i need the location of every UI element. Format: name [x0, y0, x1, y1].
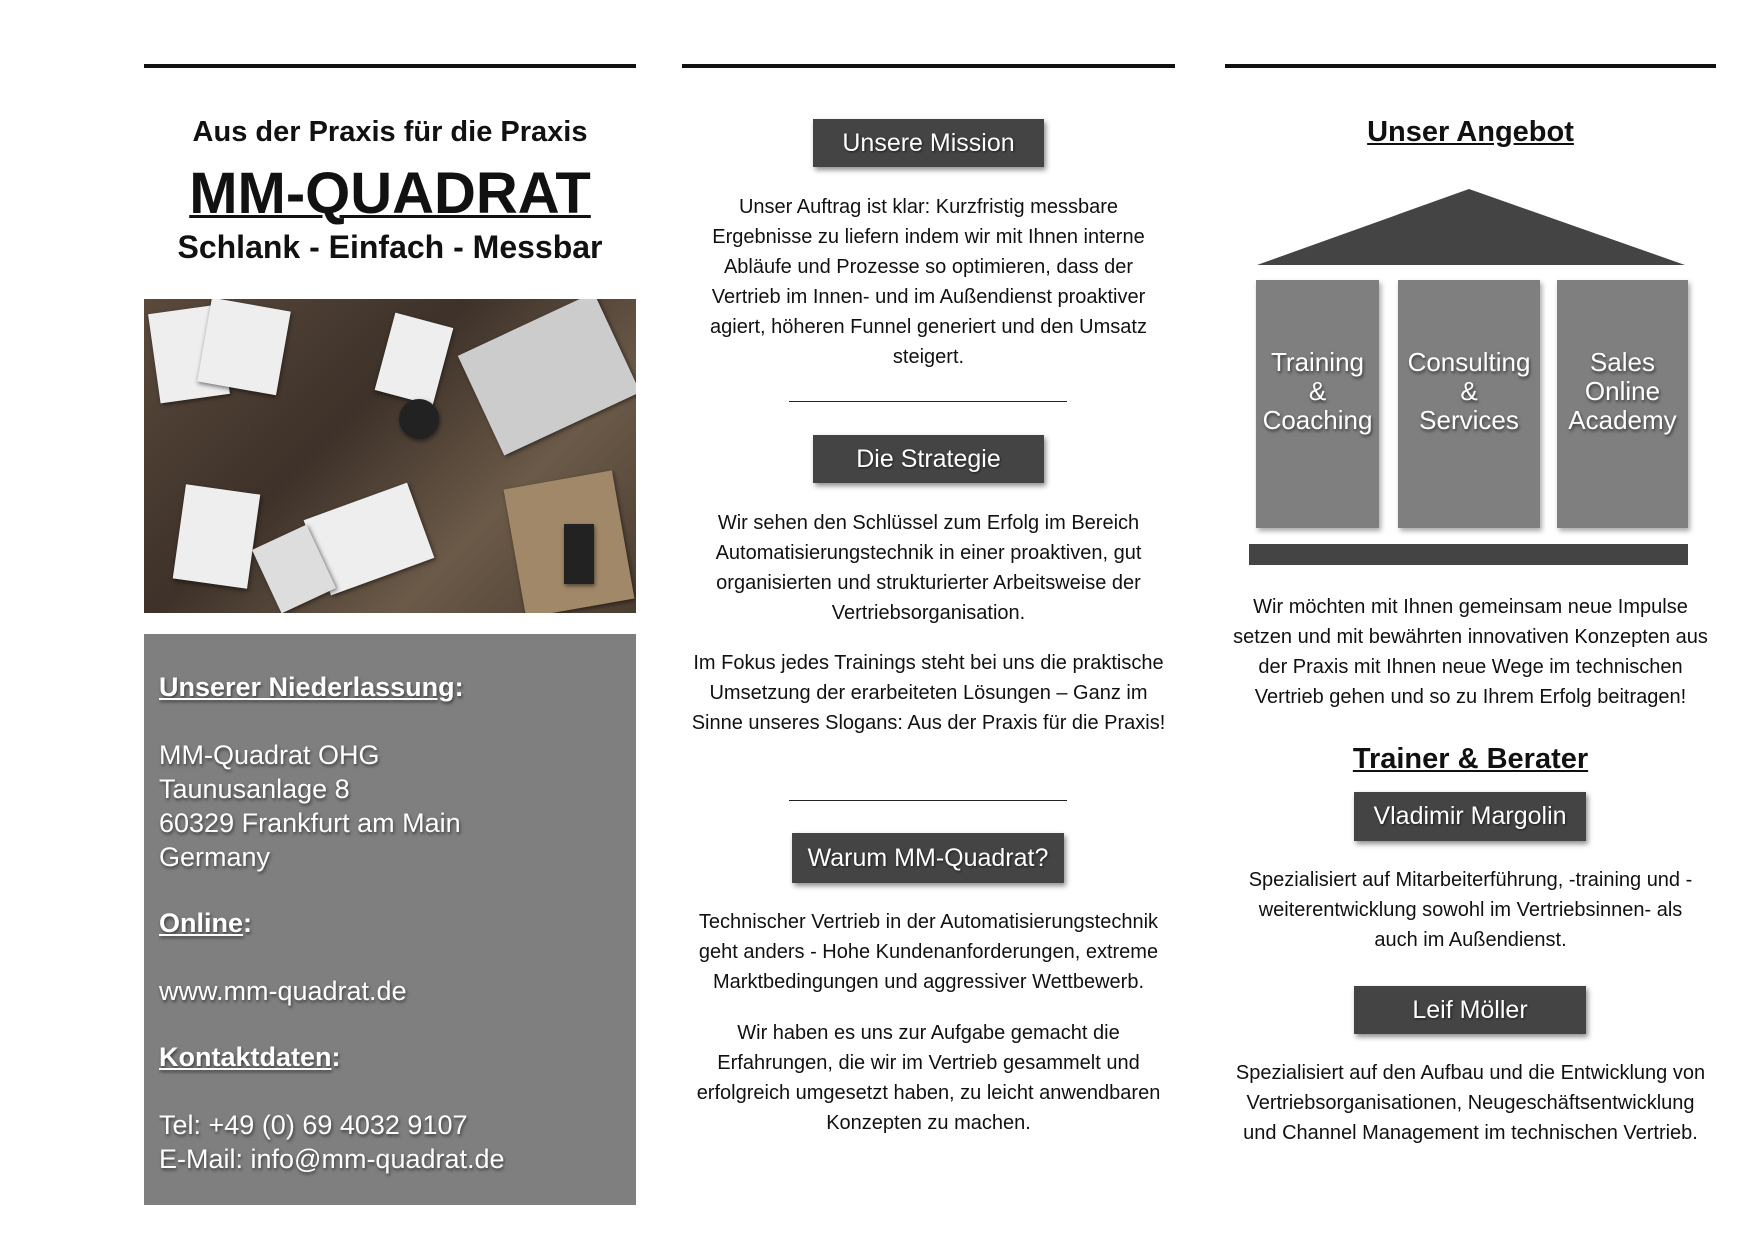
trainer-2-name: Leif Möller	[1354, 986, 1586, 1034]
column-rule-middle	[682, 64, 1175, 68]
pillar-label: Consulting	[1407, 347, 1531, 377]
why-title: Warum MM-Quadrat?	[792, 833, 1064, 883]
strategy-text-2: Im Fokus jedes Trainings steht bei uns die praktische Umsetzung der erarbeiteten Lösungen – Ganz im Sinne unseres Slogans: Aus der Praxis für die Praxis!	[691, 652, 1166, 734]
email-label: E-Mail:	[159, 1144, 251, 1174]
trainers-title: Trainer & Berater	[1352, 743, 1589, 775]
why-text-1: Technischer Vertrieb in der Automatisierungstechnik geht anders - Hohe Kundenanforderungen, extreme Marktbedingungen und aggressiver Wettbewerb.	[698, 911, 1159, 993]
pillar-academy	[1557, 280, 1688, 528]
pillar-training	[1256, 280, 1379, 528]
tagline: Aus der Praxis für die Praxis	[192, 116, 588, 148]
slogan: Schlank - Einfach - Messbar	[177, 229, 603, 265]
mission-text: Unser Auftrag ist klar: Kurzfristig messbare Ergebnisse zu liefern indem wir mit Ihnen interne Abläufe und Prozesse so optimieren, dass der Vertrieb im Innen- und im Außendienst proaktiver agiert, höheren Funnel generiert und den Umsatz steigert.	[710, 196, 1147, 368]
pillar-label: Training	[1271, 347, 1364, 377]
trainer-2-text: Spezialisiert auf den Aufbau und die Entwicklung von Vertriebsorganisationen, Neugeschäftsentwicklung und Channel Management im technischen Vertrieb.	[1235, 1062, 1706, 1144]
trainer-1-name: Vladimir Margolin	[1354, 792, 1586, 841]
brand-title: MM-QUADRAT	[189, 161, 591, 226]
office-heading: Unserer Niederlassung	[159, 672, 455, 702]
pillar-label: &	[1308, 376, 1327, 406]
divider	[789, 800, 1067, 801]
column-rule-left	[144, 64, 636, 68]
colon: :	[454, 672, 464, 702]
address-line: Germany	[159, 842, 271, 872]
address-line: MM-Quadrat OHG	[159, 740, 380, 770]
office-desk-photo	[144, 299, 636, 613]
house-base	[1249, 544, 1688, 565]
pillar-consulting	[1398, 280, 1540, 528]
address-line: 60329 Frankfurt am Main	[159, 808, 461, 838]
mission-title: Unsere Mission	[813, 119, 1044, 167]
pillar-label: &	[1460, 376, 1478, 406]
pillar-label: Sales	[1589, 347, 1656, 377]
column-rule-right	[1225, 64, 1716, 68]
online-heading: Online	[159, 908, 244, 938]
contact-heading: Kontaktdaten	[159, 1042, 332, 1072]
pillar-label: Academy	[1568, 405, 1677, 435]
email-link[interactable]: info@mm-quadrat.de	[250, 1144, 505, 1174]
colon: :	[243, 908, 253, 938]
colon: :	[331, 1042, 341, 1072]
trainer-1-text: Spezialisiert auf Mitarbeiterführung, -training und -weiterentwicklung sowohl im Vertriebsinnen- als auch im Außendienst.	[1248, 869, 1693, 951]
contact-box	[144, 634, 636, 1205]
strategy-title: Die Strategie	[813, 435, 1044, 483]
house-roof	[1255, 187, 1689, 269]
strategy-text-1: Wir sehen den Schlüssel zum Erfolg im Bereich Automatisierungstechnik in einer proaktiven, gut organisierten und strukturierter Arbeitsweise der Vertriebsorganisation.	[715, 512, 1142, 624]
offer-text: Wir möchten mit Ihnen gemeinsam neue Impulse setzen und mit bewährten innovativen Konzepten aus der Praxis mit Ihnen neue Wege im technischen Vertrieb gehen und so zu Ihrem Erfolg beitragen!	[1233, 596, 1708, 708]
pillar-label: Online	[1584, 376, 1661, 406]
offer-title: Unser Angebot	[1367, 116, 1574, 148]
divider	[789, 401, 1067, 402]
address-line: Taunusanlage 8	[159, 774, 350, 804]
pillar-label: Services	[1419, 405, 1519, 435]
website-link[interactable]: www.mm-quadrat.de	[159, 976, 407, 1006]
pillar-label: Coaching	[1262, 405, 1373, 435]
phone: Tel: +49 (0) 69 4032 9107	[159, 1110, 468, 1140]
why-text-2: Wir haben es uns zur Aufgabe gemacht die Erfahrungen, die wir im Vertrieb gesammelt und erfolgreich umgesetzt haben, zu leicht anwendbaren Konzepten zu machen.	[696, 1022, 1161, 1134]
